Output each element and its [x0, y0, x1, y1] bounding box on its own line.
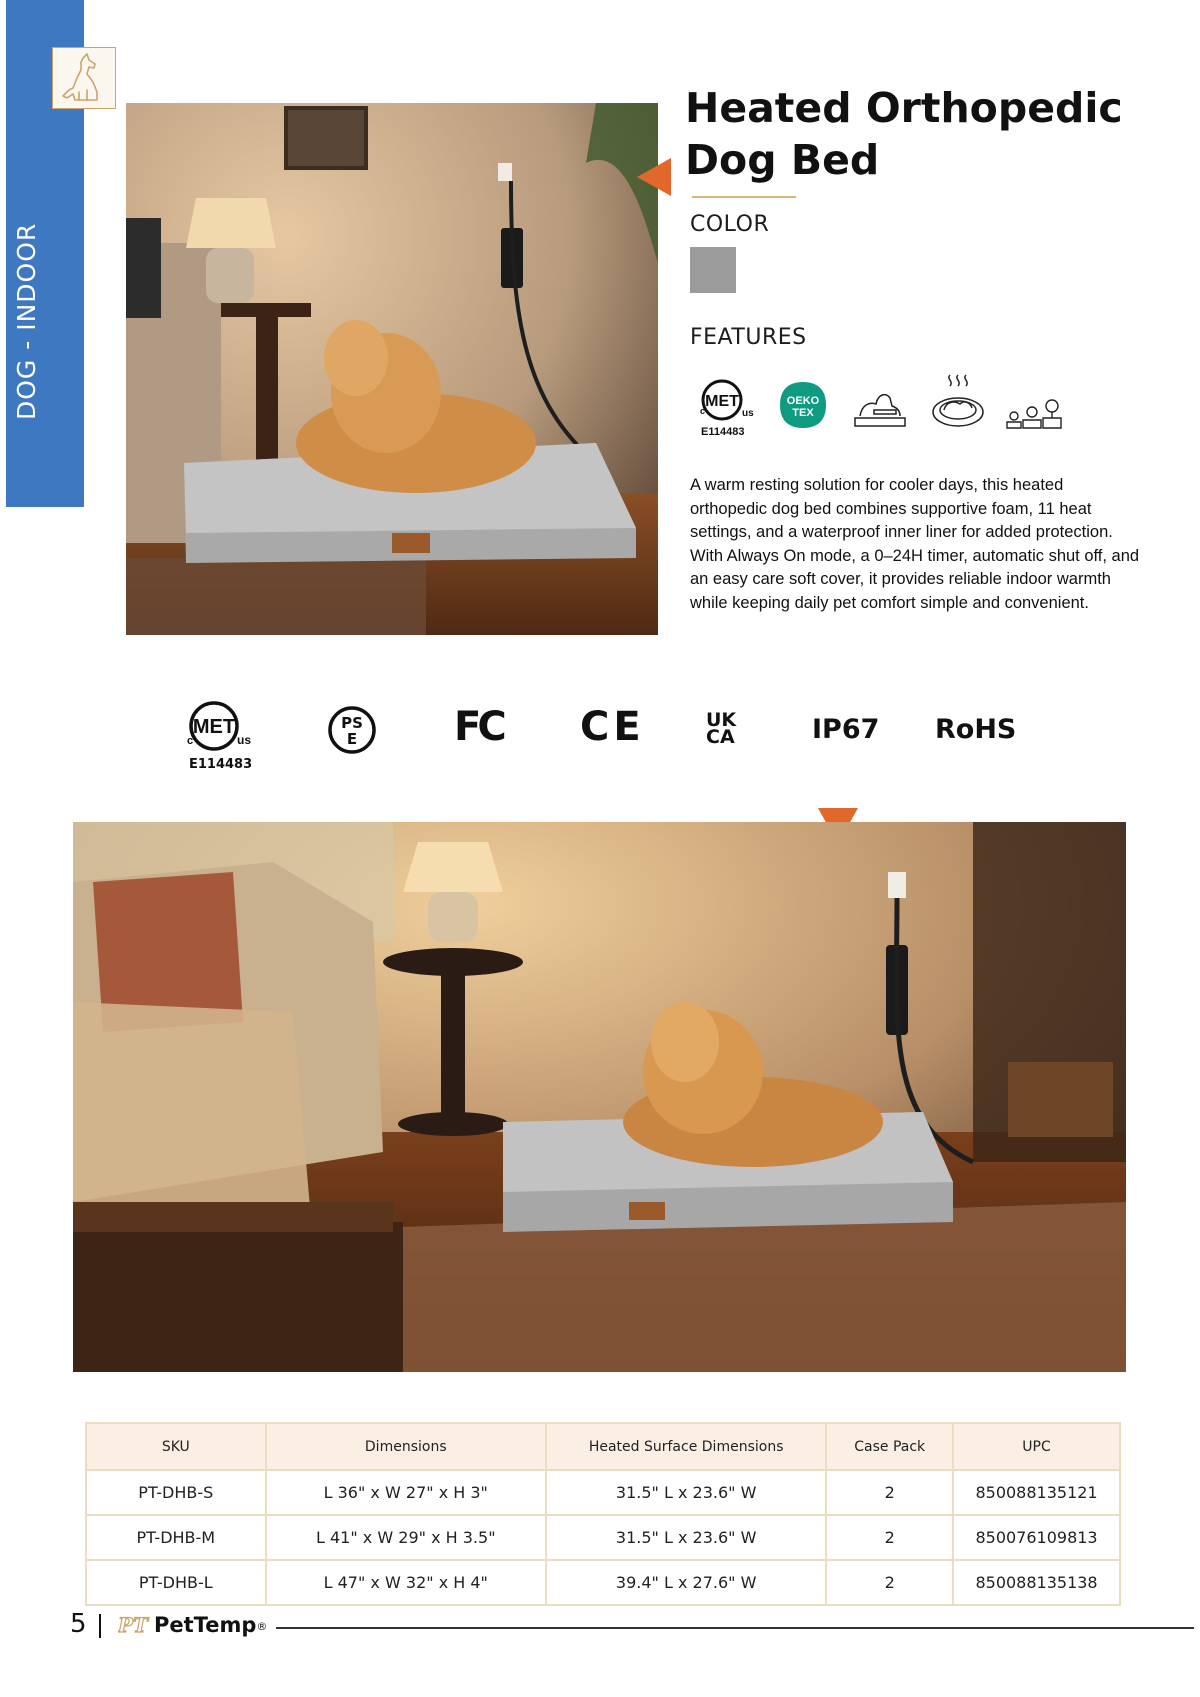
- cell-dimensions: L 36" x W 27" x H 3": [266, 1470, 546, 1515]
- table-row: [86, 1515, 1120, 1560]
- met-us-text: us: [742, 408, 754, 419]
- header-sku: SKU: [86, 1423, 266, 1470]
- table-row: [86, 1470, 1120, 1515]
- cell-heated-surface: 31.5" L x 23.6" W: [546, 1470, 826, 1515]
- table-header-row: [86, 1423, 1120, 1470]
- header-heated-surface: Heated Surface Dimensions: [546, 1423, 826, 1470]
- met-mark-text: MET: [705, 393, 739, 410]
- cell-sku: PT-DHB-L: [86, 1560, 266, 1605]
- brand-registered-mark: ®: [256, 1620, 268, 1633]
- header-case-pack: Case Pack: [826, 1423, 953, 1470]
- dog-silhouette-icon: [53, 48, 114, 107]
- footer-rule: [276, 1627, 1194, 1629]
- dog-logo: [52, 47, 116, 109]
- waterproof-liner-icon: [852, 382, 908, 430]
- cell-sku: PT-DHB-M: [86, 1515, 266, 1560]
- product-photo-lifestyle-2: [73, 822, 1126, 1372]
- pse-mark: [327, 705, 377, 755]
- cell-upc: 850076109813: [953, 1515, 1120, 1560]
- cert-met-us-text: us: [237, 733, 252, 747]
- product-title: [685, 82, 1155, 186]
- product-photo-lifestyle-1: [126, 103, 658, 635]
- product-title-line2: Dog Bed: [685, 136, 880, 184]
- cell-case-pack: 2: [826, 1470, 953, 1515]
- met-number: E114483: [701, 426, 745, 438]
- color-heading: COLOR: [690, 212, 770, 237]
- brand-name-text: PetTemp: [154, 1613, 257, 1637]
- header-upc: UPC: [953, 1423, 1120, 1470]
- cell-case-pack: 2: [826, 1515, 953, 1560]
- page-number: 5: [70, 1609, 87, 1639]
- brand-logo-text: PT: [118, 1613, 148, 1636]
- ukca-mark: [706, 709, 746, 752]
- features-heading: FEATURES: [690, 325, 807, 350]
- rohs-mark: RoHS: [935, 714, 1017, 745]
- cell-upc: 850088135121: [953, 1470, 1120, 1515]
- oeko-line1: OEKO: [786, 395, 820, 407]
- brand-name: [154, 1613, 267, 1637]
- pse-top-text: PS: [341, 714, 363, 732]
- cert-met-mark-text: MET: [192, 716, 236, 738]
- pse-bottom-text: E: [346, 730, 358, 748]
- heated-bed-icon: [930, 372, 986, 430]
- category-label: DOG - INDOOR: [12, 222, 41, 420]
- oeko-line2: TEX: [792, 407, 814, 419]
- oeko-tex-icon: [778, 380, 828, 430]
- color-swatch-gray[interactable]: [690, 247, 736, 293]
- ce-mark: CE: [580, 704, 645, 750]
- pettemp-logo-icon: [118, 1612, 150, 1636]
- cell-heated-surface: 31.5" L x 23.6" W: [546, 1515, 826, 1560]
- header-dimensions: Dimensions: [266, 1423, 546, 1470]
- cell-sku: PT-DHB-S: [86, 1470, 266, 1515]
- ukca-top-text: UK: [706, 709, 737, 731]
- met-c-text: c: [700, 406, 706, 416]
- cell-dimensions: L 41" x W 29" x H 3.5": [266, 1515, 546, 1560]
- product-title-line1: Heated Orthopedic: [685, 84, 1123, 132]
- cert-met-number: E114483: [189, 757, 253, 772]
- fcc-mark: FC: [454, 704, 503, 750]
- ip67-mark: IP67: [812, 714, 880, 745]
- cell-dimensions: L 47" x W 32" x H 4": [266, 1560, 546, 1605]
- cell-heated-surface: 39.4" L x 27.6" W: [546, 1560, 826, 1605]
- multi-size-icon: [1005, 390, 1063, 430]
- cell-case-pack: 2: [826, 1560, 953, 1605]
- met-certification-icon: [697, 378, 759, 440]
- cell-upc: 850088135138: [953, 1560, 1120, 1605]
- title-divider: [692, 196, 796, 198]
- pointer-arrow-left: [637, 158, 671, 196]
- product-description: A warm resting solution for cooler days, this heated orthopedic dog bed combines supportive foam, 11 heat settings, and a waterproof inner liner for added protection. With Always On mode, a 0–24H timer, automatic shut off, and an easy care soft cover, it provides reliable indoor warmth while keeping daily pet comfort simple and convenient.: [690, 476, 1140, 612]
- footer-separator: [99, 1614, 101, 1638]
- ukca-bottom-text: CA: [706, 726, 735, 748]
- table-row: [86, 1560, 1120, 1605]
- met-certification-mark: [186, 700, 266, 774]
- cert-met-c-text: c: [187, 735, 194, 747]
- spec-table: [85, 1422, 1121, 1606]
